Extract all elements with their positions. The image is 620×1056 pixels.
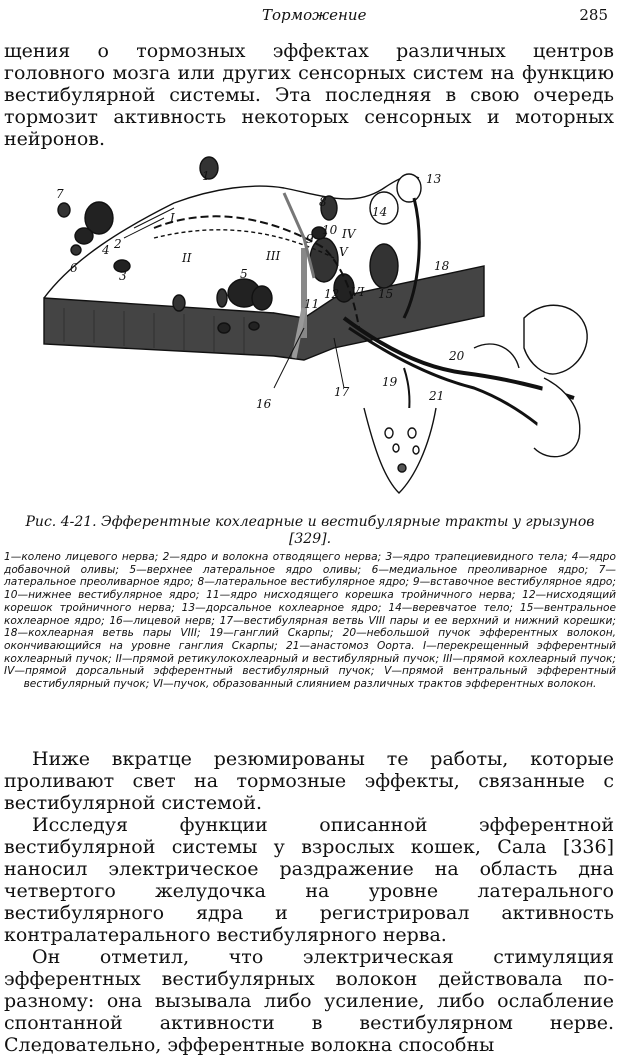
label-roman-IV: IV xyxy=(342,227,356,241)
label-7: 7 xyxy=(56,187,64,201)
anatomical-figure xyxy=(4,148,616,510)
label-16: 16 xyxy=(256,397,272,411)
top-paragraph xyxy=(4,40,614,150)
label-19: 19 xyxy=(382,375,398,389)
label-17: 17 xyxy=(334,385,350,399)
label-6: 6 xyxy=(70,261,78,275)
label-9: 9 xyxy=(306,232,314,246)
main-text xyxy=(4,748,614,1056)
label-roman-III: III xyxy=(266,249,281,263)
label-15: 15 xyxy=(378,287,394,301)
label-4: 4 xyxy=(102,243,110,257)
label-8: 8 xyxy=(319,195,327,209)
label-21: 21 xyxy=(429,389,445,403)
label-roman-I: I xyxy=(170,211,175,225)
label-3: 3 xyxy=(119,269,127,283)
figure-drawing xyxy=(4,148,616,510)
running-title: Торможение xyxy=(262,6,367,24)
paragraph-continuation: щения о тормозных эффектах различных центров головного мозга или других сенсорных систем на функцию вестибулярной системы. Эта последняя в свою очередь тормозит активность некоторых сенсорных и моторных нейронов. xyxy=(4,40,614,150)
label-11: 11 xyxy=(304,297,320,311)
label-12: 12 xyxy=(324,287,340,301)
label-14: 14 xyxy=(372,205,388,219)
label-2: 2 xyxy=(114,237,122,251)
label-13: 13 xyxy=(426,172,442,186)
paragraph-1: Ниже вкратце резюмированы те работы, которые проливают свет на тормозные эффекты, связанные с вестибулярной системой. xyxy=(4,748,614,814)
label-18: 18 xyxy=(434,259,450,273)
figure-caption: Рис. 4-21. Эфферентные кохлеарные и вестибулярные тракты у грызунов [329]. xyxy=(25,514,595,547)
label-roman-II: II xyxy=(182,251,192,265)
label-5: 5 xyxy=(240,267,248,281)
figure-legend: 1—колено лицевого нерва; 2—ядро и волокна отводящего нерва; 3—ядро трапециевидного тела; 4—ядро добавочной оливы; 5—верхнее латеральное ядро оливы; 6—медиальное преоливарное ядро; 7—латеральное преоливарное ядро; 8—латеральное вестибулярное ядро; 9—вставочное вестибулярное ядро; 10—нижнее вестибулярное ядро; 11—ядро нисходящего корешка тройничного нерва; 12—нисходящий корешок тройничного нерва; 13—дорсальное кохлеарное ядро; 14—веревчатое тело; 15—вентральное кохлеарное ядро; 16—лицевой нерв; 17—вестибулярная ветвь VIII пары и ее верхний и нижний корешки; 18—кохлеарная ветвь пары VIII; 19—ганглий Скарпы; 20—небольшой пучок эфферентных волокон, окончивающийся на уровне ганглия Скарпы; 21—анастомоз Оорта. I—перекрещенный эфферентный кохлеарный пучок; II—прямой ретикулокохлеарный и вестибулярный пучок; III—прямой кохлеарный пучок; IV—прямой дорсальный эфферентный вестибулярный пучок; V—прямой вентральный эфферентный вестибулярный пучок; VI—пучок, образованный слиянием различных трактов эфферентных волокон. xyxy=(4,551,616,691)
label-10: 10 xyxy=(322,223,338,237)
label-roman-VI: VI xyxy=(351,285,365,299)
page-number: 285 xyxy=(579,6,608,24)
label-20: 20 xyxy=(449,349,465,363)
brainstem-section xyxy=(44,157,587,493)
label-1: 1 xyxy=(202,169,210,183)
running-header xyxy=(0,4,620,30)
label-roman-V: V xyxy=(339,245,348,259)
paragraph-2: Исследуя функции описанной эфферентной вестибулярной системы у взрослых кошек, Сала [336] наносил электрическое раздражение на область дна четвертого желудочка на уровне латерального вестибулярного ядра и регистрировал активность контралатерального вестибулярного нерва. xyxy=(4,814,614,946)
paragraph-3: Он отметил, что электрическая стимуляция эфферентных вестибулярных волокон действовала по-разному: она вызывала либо усиление, либо ослабление спонтанной активности в вестибулярном нерве. Следовательно, эфферентные волокна способны xyxy=(4,946,614,1056)
